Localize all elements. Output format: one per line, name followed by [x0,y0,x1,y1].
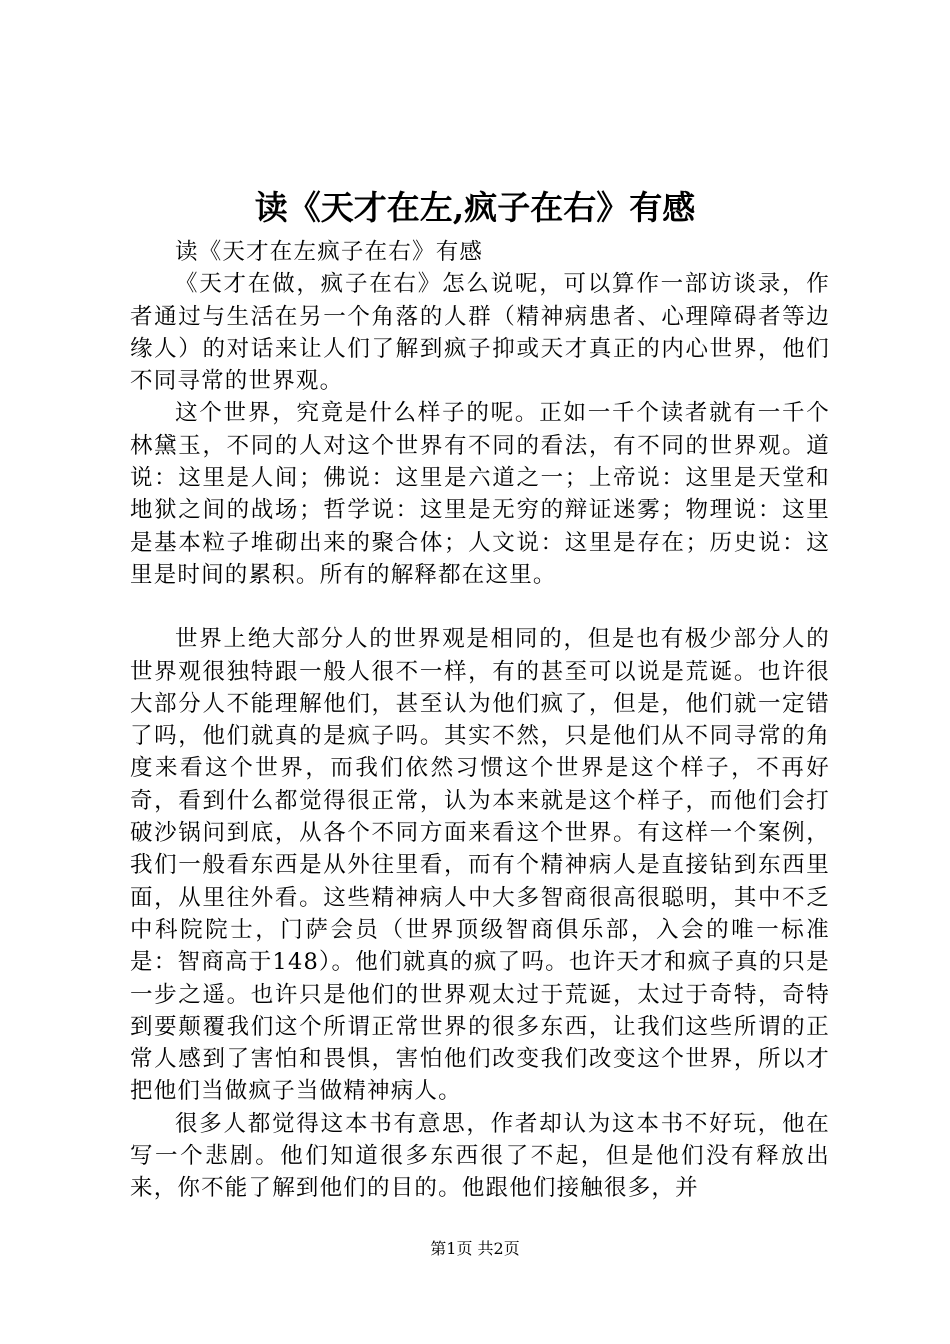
paragraph-world-views: 这个世界，究竟是什么样子的呢。正如一千个读者就有一千个林黛玉，不同的人对这个世界有不同的看法，有不同的世界观。道说：这里是人间；佛说：这里是六道之一；上帝说：这里是天堂和地狱之间的战场；哲学说：这里是无穷的辩证迷雾；物理说：这里是基本粒子堆砌出来的聚合体；人文说：这里是存在；历史说：这里是时间的累积。所有的解释都在这里。 [130,400,830,588]
document-body [130,236,830,1205]
paragraph-tragedy: 很多人都觉得这本书有意思，作者却认为这本书不好玩，他在写一个悲剧。他们知道很多东西很了不起，但是他们没有释放出来，你不能了解到他们的目的。他跟他们接触很多，并 [130,1110,830,1202]
paragraph-intro: 《天才在做，疯子在右》怎么说呢，可以算作一部访谈录，作者通过与生活在另一个角落的人群（精神病患者、心理障碍者等边缘人）的对话来让人们了解到疯子抑或天才真正的内心世界，他们不同寻常的世界观。 [130,271,830,395]
document-title: 读《天才在左,疯子在右》有感 [254,188,696,227]
paragraph-genius-madness: 世界上绝大部分人的世界观是相同的，但是也有极少部分人的世界观很独特跟一般人很不一样，有的甚至可以说是荒诞。也许很大部分人不能理解他们，甚至认为他们疯了，但是，他们就一定错了吗，他们就真的是疯子吗。其实不然，只是他们从不同寻常的角度来看这个世界，而我们依然习惯这个世界是这个样子，不再好奇，看到什么都觉得很正常，认为本来就是这个样子，而他们会打破沙锅问到底，从各个不同方面来看这个世界。有这样一个案例，我们一般看东西是从外往里看，而有个精神病人是直接钻到东西里面，从里往外看。这些精神病人中大多智商很高很聪明，其中不乏中科院院士，门萨会员（世界顶级智商俱乐部，入会的唯一标准是：智商高于148）。他们就真的疯了吗。也许天才和疯子真的只是一步之遥。也许只是他们的世界观太过于荒诞，太过于奇特，奇特到要颠覆我们这个所谓正常世界的很多东西，让我们这些所谓的正常人感到了害怕和畏惧，害怕他们改变我们改变这个世界，所以才把他们当做疯子当做精神病人。 [130,626,830,1105]
paragraph-subtitle: 读《天才在左疯子在右》有感 [175,239,484,265]
page-footer: 第1页 共2页 [430,1239,520,1258]
